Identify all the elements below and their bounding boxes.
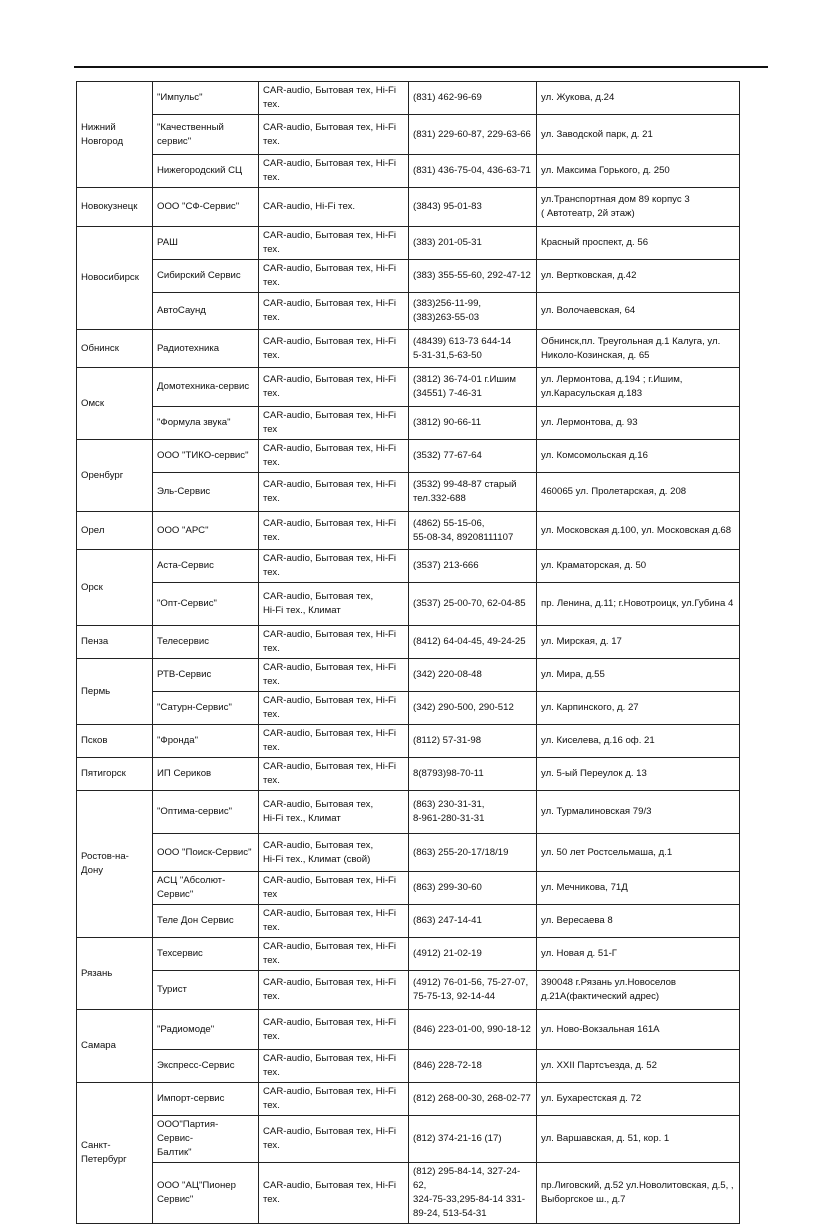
service-name-cell: Сибирский Сервис [153, 260, 259, 293]
equipment-type-cell: CAR-audio, Бытовая тех, Hi-Fi тех. [259, 260, 409, 293]
table-row [77, 82, 740, 115]
phone-cell: (3537) 25-00-70, 62-04-85 [409, 583, 537, 626]
equipment-type-cell: CAR-audio, Бытовая тех, Hi-Fi тех. [259, 330, 409, 368]
header-rule [74, 66, 768, 68]
table-row [77, 330, 740, 368]
city-cell: Пятигорск [77, 758, 153, 791]
table-row [77, 872, 740, 905]
phone-cell: (383)256-11-99, (383)263-55-03 [409, 293, 537, 330]
service-name-cell: Теле Дон Сервис [153, 905, 259, 938]
service-name-cell: Телесервис [153, 626, 259, 659]
address-cell: ул. Комсомольская д.16 [537, 440, 740, 473]
service-name-cell: Домотехника-сервис [153, 368, 259, 407]
address-cell: ул. Максима Горького, д. 250 [537, 155, 740, 188]
city-cell: Обнинск [77, 330, 153, 368]
service-name-cell: "Формула звука" [153, 407, 259, 440]
phone-cell: (3532) 99-48-87 старый тел.332-688 [409, 473, 537, 512]
table-row [77, 1010, 740, 1050]
service-name-cell: "Качественный сервис" [153, 115, 259, 155]
table-row [77, 1163, 740, 1224]
equipment-type-cell: CAR-audio, Бытовая тех, Hi-Fi тех. [259, 626, 409, 659]
city-cell: Пенза [77, 626, 153, 659]
phone-cell: (812) 374-21-16 (17) [409, 1116, 537, 1163]
phone-cell: (863) 299-30-60 [409, 872, 537, 905]
service-name-cell: ООО "Поиск-Сервис" [153, 834, 259, 872]
equipment-type-cell: CAR-audio, Бытовая тех, Hi-Fi тех. [259, 1163, 409, 1224]
table-row [77, 155, 740, 188]
service-name-cell: Аста-Сервис [153, 550, 259, 583]
city-cell: Санкт- Петербург [77, 1083, 153, 1224]
phone-cell: (812) 268-00-30, 268-02-77 [409, 1083, 537, 1116]
service-name-cell: Радиотехника [153, 330, 259, 368]
city-cell: Пермь [77, 659, 153, 725]
equipment-type-cell: CAR-audio, Бытовая тех, Hi-Fi тех. [259, 550, 409, 583]
table-row [77, 115, 740, 155]
equipment-type-cell: CAR-audio, Бытовая тех, Hi-Fi тех., Климат [259, 583, 409, 626]
address-cell: ул. Карпинского, д. 27 [537, 692, 740, 725]
table-row [77, 626, 740, 659]
address-cell: ул. Вертковская, д.42 [537, 260, 740, 293]
table-row [77, 440, 740, 473]
city-cell: Новокузнецк [77, 188, 153, 227]
equipment-type-cell: CAR-audio, Бытовая тех, Hi-Fi тех. [259, 368, 409, 407]
table-row [77, 407, 740, 440]
address-cell: ул. XXII Партсъезда, д. 52 [537, 1050, 740, 1083]
phone-cell: (3812) 90-66-11 [409, 407, 537, 440]
address-cell: 460065 ул. Пролетарская, д. 208 [537, 473, 740, 512]
table-row [77, 971, 740, 1010]
phone-cell: (342) 220-08-48 [409, 659, 537, 692]
service-name-cell: Турист [153, 971, 259, 1010]
service-name-cell: ООО "ТИКО-сервис" [153, 440, 259, 473]
phone-cell: (846) 223-01-00, 990-18-12 [409, 1010, 537, 1050]
equipment-type-cell: CAR-audio, Бытовая тех, Hi-Fi тех. [259, 227, 409, 260]
phone-cell: (3532) 77-67-64 [409, 440, 537, 473]
equipment-type-cell: CAR-audio, Бытовая тех, Hi-Fi тех. [259, 440, 409, 473]
table-row [77, 905, 740, 938]
equipment-type-cell: CAR-audio, Бытовая тех, Hi-Fi тех. [259, 1050, 409, 1083]
table-row [77, 692, 740, 725]
service-name-cell: "Сатурн-Сервис" [153, 692, 259, 725]
equipment-type-cell: CAR-audio, Бытовая тех, Hi-Fi тех. [259, 758, 409, 791]
phone-cell: (863) 247-14-41 [409, 905, 537, 938]
equipment-type-cell: CAR-audio, Бытовая тех, Hi-Fi тех., Климат (свой) [259, 834, 409, 872]
address-cell: пр. Ленина, д.11; г.Новотроицк, ул.Губина 4 [537, 583, 740, 626]
address-cell: ул. 50 лет Ростсельмаша, д.1 [537, 834, 740, 872]
city-cell: Ростов-на-Дону [77, 791, 153, 938]
equipment-type-cell: CAR-audio, Бытовая тех, Hi-Fi тех. [259, 938, 409, 971]
table-row [77, 368, 740, 407]
service-name-cell: Эль-Сервис [153, 473, 259, 512]
phone-cell: (4912) 21-02-19 [409, 938, 537, 971]
address-cell: ул. Лермонтова, д.194 ; г.Ишим, ул.Карасульская д.183 [537, 368, 740, 407]
table-row [77, 512, 740, 550]
phone-cell: (383) 355-55-60, 292-47-12 [409, 260, 537, 293]
service-name-cell: Импорт-сервис [153, 1083, 259, 1116]
phone-cell: (831) 462-96-69 [409, 82, 537, 115]
equipment-type-cell: CAR-audio, Hi-Fi тех. [259, 188, 409, 227]
equipment-type-cell: CAR-audio, Бытовая тех, Hi-Fi тех. [259, 971, 409, 1010]
table-row [77, 1083, 740, 1116]
address-cell: пр.Лиговский, д.52 ул.Новолитовская, д.5, , Выборгское ш., д.7 [537, 1163, 740, 1224]
city-cell: Оренбург [77, 440, 153, 512]
phone-cell: (4912) 76-01-56, 75-27-07, 75-75-13, 92-14-44 [409, 971, 537, 1010]
equipment-type-cell: CAR-audio, Бытовая тех, Hi-Fi тех [259, 872, 409, 905]
equipment-type-cell: CAR-audio, Бытовая тех, Hi-Fi тех. [259, 512, 409, 550]
phone-cell: (863) 230-31-31, 8-961-280-31-31 [409, 791, 537, 834]
table-row [77, 473, 740, 512]
address-cell: ул. Вересаева 8 [537, 905, 740, 938]
phone-cell: 8(8793)98-70-11 [409, 758, 537, 791]
table-row [77, 1050, 740, 1083]
address-cell: ул. Турмалиновская 79/3 [537, 791, 740, 834]
city-cell: Самара [77, 1010, 153, 1083]
phone-cell: (3537) 213-666 [409, 550, 537, 583]
city-cell: Орел [77, 512, 153, 550]
address-cell: ул. 5-ый Переулок д. 13 [537, 758, 740, 791]
equipment-type-cell: CAR-audio, Бытовая тех, Hi-Fi тех [259, 407, 409, 440]
equipment-type-cell: CAR-audio, Бытовая тех, Hi-Fi тех. [259, 1083, 409, 1116]
phone-cell: (4862) 55-15-06, 55-08-34, 89208111107 [409, 512, 537, 550]
address-cell: ул. Киселева, д.16 оф. 21 [537, 725, 740, 758]
equipment-type-cell: CAR-audio, Бытовая тех, Hi-Fi тех. [259, 1116, 409, 1163]
equipment-type-cell: CAR-audio, Бытовая тех, Hi-Fi тех., Климат [259, 791, 409, 834]
phone-cell: (3812) 36-74-01 г.Ишим (34551) 7-46-31 [409, 368, 537, 407]
table-row [77, 188, 740, 227]
address-cell: ул. Жукова, д.24 [537, 82, 740, 115]
service-name-cell: ООО"Партия-Сервис- Балтик" [153, 1116, 259, 1163]
service-name-cell: ООО "АЦ"Пионер Сервис" [153, 1163, 259, 1224]
address-cell: ул. Бухарестская д. 72 [537, 1083, 740, 1116]
equipment-type-cell: CAR-audio, Бытовая тех, Hi-Fi тех. [259, 725, 409, 758]
address-cell: ул. Московская д.100, ул. Московская д.68 [537, 512, 740, 550]
equipment-type-cell: CAR-audio, Бытовая тех, Hi-Fi тех. [259, 155, 409, 188]
phone-cell: (3843) 95-01-83 [409, 188, 537, 227]
table-row [77, 791, 740, 834]
service-name-cell: "Опт-Сервис" [153, 583, 259, 626]
address-cell: ул. Волочаевская, 64 [537, 293, 740, 330]
address-cell: 390048 г.Рязань ул.Новоселов д.21А(фактический адрес) [537, 971, 740, 1010]
service-name-cell: ООО "СФ-Сервис" [153, 188, 259, 227]
phone-cell: (383) 201-05-31 [409, 227, 537, 260]
table-row [77, 834, 740, 872]
equipment-type-cell: CAR-audio, Бытовая тех, Hi-Fi тех. [259, 82, 409, 115]
service-name-cell: АСЦ "Абсолют-Сервис" [153, 872, 259, 905]
service-name-cell: ИП Сериков [153, 758, 259, 791]
service-name-cell: РТВ-Сервис [153, 659, 259, 692]
city-cell: Орск [77, 550, 153, 626]
service-name-cell: Техсервис [153, 938, 259, 971]
address-cell: ул. Лермонтова, д. 93 [537, 407, 740, 440]
address-cell: ул. Варшавская, д. 51, кор. 1 [537, 1116, 740, 1163]
equipment-type-cell: CAR-audio, Бытовая тех, Hi-Fi тех. [259, 692, 409, 725]
table-row [77, 550, 740, 583]
table-row [77, 659, 740, 692]
table-row [77, 583, 740, 626]
city-cell: Рязань [77, 938, 153, 1010]
address-cell: ул. Заводской парк, д. 21 [537, 115, 740, 155]
table-row [77, 227, 740, 260]
table-row [77, 725, 740, 758]
table-row [77, 758, 740, 791]
equipment-type-cell: CAR-audio, Бытовая тех, Hi-Fi тех. [259, 293, 409, 330]
service-name-cell: Экспресс-Сервис [153, 1050, 259, 1083]
address-cell: ул. Мирская, д. 17 [537, 626, 740, 659]
service-name-cell: АвтоСаунд [153, 293, 259, 330]
table-row [77, 938, 740, 971]
phone-cell: (846) 228-72-18 [409, 1050, 537, 1083]
address-cell: ул. Ново-Вокзальная 161А [537, 1010, 740, 1050]
address-cell: ул. Мира, д.55 [537, 659, 740, 692]
city-cell: Новосибирск [77, 227, 153, 330]
address-cell: ул. Краматорская, д. 50 [537, 550, 740, 583]
address-cell: ул. Мечникова, 71Д [537, 872, 740, 905]
city-cell: Нижний Новгород [77, 82, 153, 188]
service-name-cell: ООО "АРС" [153, 512, 259, 550]
address-cell: ул. Новая д. 51-Г [537, 938, 740, 971]
phone-cell: (48439) 613-73 644-14 5-31-31,5-63-50 [409, 330, 537, 368]
phone-cell: (8112) 57-31-98 [409, 725, 537, 758]
equipment-type-cell: CAR-audio, Бытовая тех, Hi-Fi тех. [259, 1010, 409, 1050]
table-body [77, 82, 740, 1224]
city-cell: Омск [77, 368, 153, 440]
service-name-cell: "Фронда" [153, 725, 259, 758]
equipment-type-cell: CAR-audio, Бытовая тех, Hi-Fi тех. [259, 115, 409, 155]
address-cell: Обнинск,пл. Треугольная д.1 Калуга, ул. Николо-Козинская, д. 65 [537, 330, 740, 368]
phone-cell: (831) 229-60-87, 229-63-66 [409, 115, 537, 155]
equipment-type-cell: CAR-audio, Бытовая тех, Hi-Fi тех. [259, 473, 409, 512]
phone-cell: (831) 436-75-04, 436-63-71 [409, 155, 537, 188]
city-cell: Псков [77, 725, 153, 758]
address-cell: ул.Транспортная дом 89 корпус 3 ( Автотеатр, 2й этаж) [537, 188, 740, 227]
address-cell: Красный проспект, д. 56 [537, 227, 740, 260]
service-name-cell: Нижегородский СЦ [153, 155, 259, 188]
service-centers-table [76, 81, 740, 1224]
phone-cell: (342) 290-500, 290-512 [409, 692, 537, 725]
phone-cell: (812) 295-84-14, 327-24-62, 324-75-33,295-84-14 331- 89-24, 513-54-31 [409, 1163, 537, 1224]
table-row [77, 293, 740, 330]
service-name-cell: "Импульс" [153, 82, 259, 115]
table-row [77, 260, 740, 293]
table-row [77, 1116, 740, 1163]
phone-cell: (863) 255-20-17/18/19 [409, 834, 537, 872]
service-name-cell: "Радиомоде" [153, 1010, 259, 1050]
equipment-type-cell: CAR-audio, Бытовая тех, Hi-Fi тех. [259, 905, 409, 938]
service-name-cell: "Оптима-сервис" [153, 791, 259, 834]
equipment-type-cell: CAR-audio, Бытовая тех, Hi-Fi тех. [259, 659, 409, 692]
service-name-cell: РАШ [153, 227, 259, 260]
phone-cell: (8412) 64-04-45, 49-24-25 [409, 626, 537, 659]
